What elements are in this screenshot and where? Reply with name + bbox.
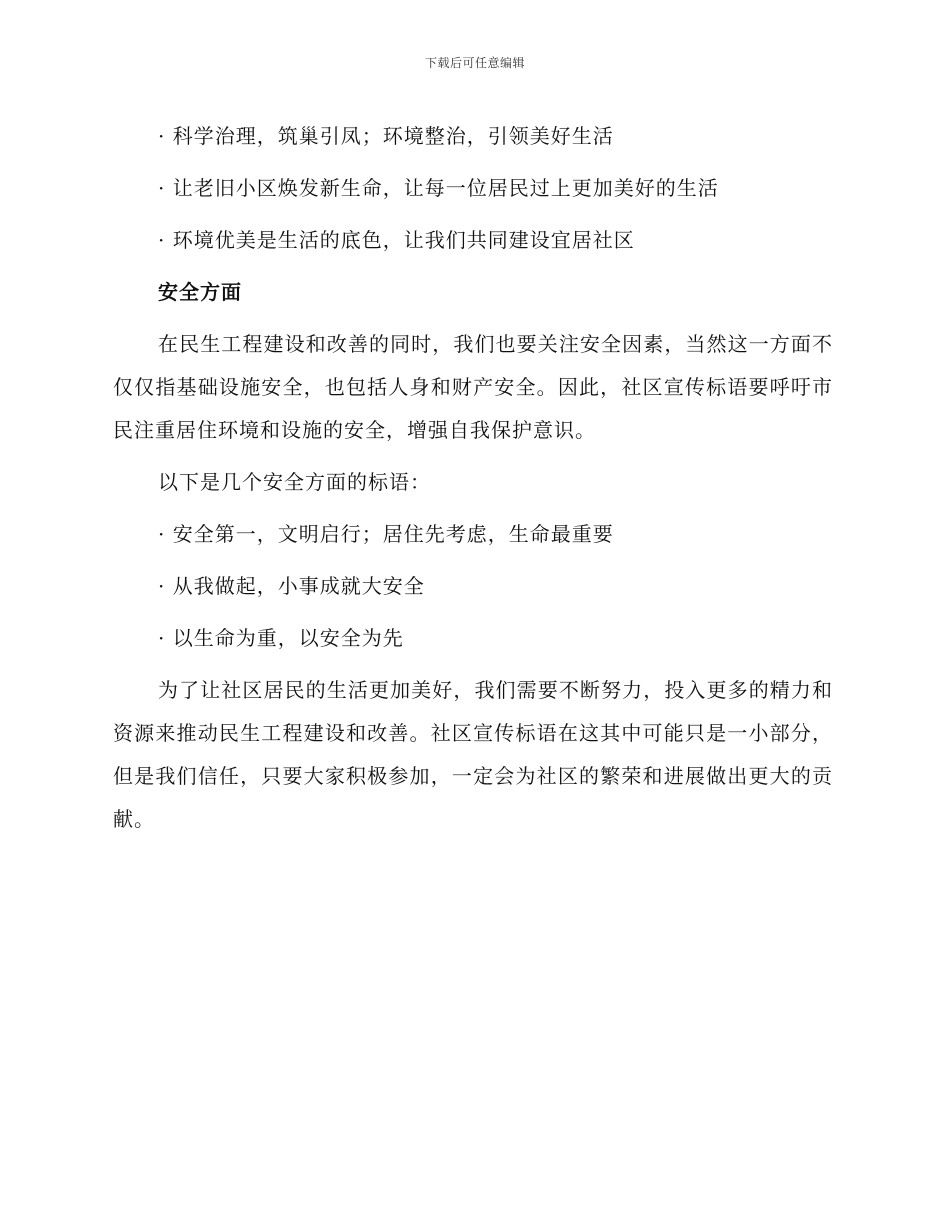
- paragraph-safety: 在民生工程建设和改善的同时，我们也要关注安全因素，当然这一方面不仅仅指基础设施安全，也包括人身和财产安全。因此，社区宣传标语要呼吁市民注重居住环境和设施的安全，增强自我保护意识。: [113, 332, 833, 442]
- slogan-item: · 科学治理，筑巢引凤；环境整治，引领美好生活: [158, 124, 614, 148]
- slogan-item: · 从我做起，小事成就大安全: [158, 574, 425, 598]
- slogan-item: · 环境优美是生活的底色，让我们共同建设宜居社区: [158, 228, 635, 252]
- safety-slogans-intro: 以下是几个安全方面的标语：: [158, 470, 431, 494]
- slogan-item: · 以生命为重，以安全为先: [158, 626, 404, 650]
- document-body: [113, 110, 833, 845]
- slogan-item: · 安全第一，文明启行；居住先考虑，生命最重要: [158, 522, 614, 546]
- paragraph-conclusion: 为了让社区居民的生活更加美好，我们需要不断努力，投入更多的精力和资源来推动民生工程建设和改善。社区宣传标语在这其中可能只是一小部分，但是我们信任，只要大家积极参加，一定会为社区的繁荣和进展做出更大的贡献。: [113, 678, 833, 831]
- section-heading-safety: 安全方面: [158, 280, 242, 304]
- page-header: 下载后可任意编辑: [424, 56, 525, 70]
- slogan-item: · 让老旧小区焕发新生命，让每一位居民过上更加美好的生活: [158, 176, 719, 200]
